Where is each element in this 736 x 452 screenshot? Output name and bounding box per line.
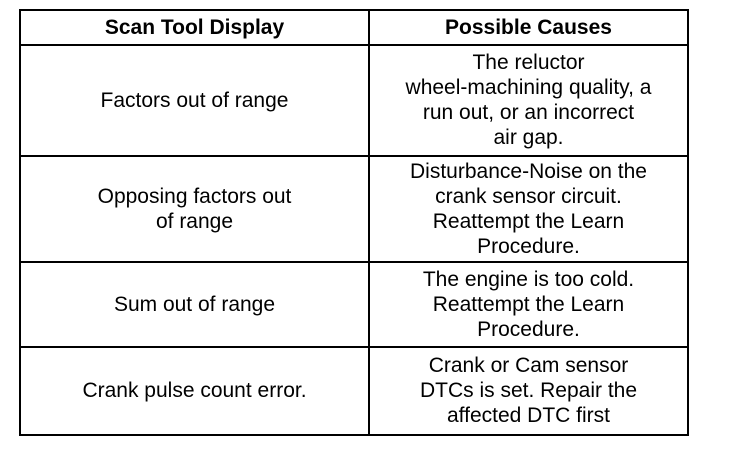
- cell-text-line: Procedure.: [477, 234, 580, 258]
- cell-text-line: wheel-machining quality, a: [405, 76, 652, 100]
- header-scan-tool-display: Scan Tool Display: [20, 10, 369, 45]
- possible-causes-cell: [369, 262, 688, 347]
- cell-text-line: air gap.: [493, 126, 564, 150]
- diagnostic-causes-table: [19, 9, 689, 436]
- possible-causes-cell: [369, 45, 688, 156]
- table-row: [20, 347, 688, 435]
- scan-tool-display-cell: [20, 156, 369, 262]
- cell-text-line: Reattempt the Learn: [432, 209, 625, 233]
- table-header-row: [20, 10, 688, 45]
- scan-tool-display-cell: [20, 347, 369, 435]
- table-row: [20, 45, 688, 156]
- possible-causes-cell: [369, 156, 688, 262]
- cell-text-line: Sum out of range: [113, 292, 276, 316]
- cell-text-line: affected DTC first: [447, 404, 610, 428]
- possible-causes-cell: [369, 347, 688, 435]
- cell-text-line: DTCs is set. Repair the: [419, 379, 638, 403]
- cell-text-line: of range: [155, 209, 234, 233]
- cell-text-line: The engine is too cold.: [422, 267, 635, 291]
- cell-text-line: The reluctor: [472, 51, 585, 75]
- cell-text-line: Reattempt the Learn: [432, 292, 625, 316]
- cell-text-line: Crank or Cam sensor: [428, 354, 629, 378]
- table-row: [20, 262, 688, 347]
- cell-text-line: crank sensor circuit.: [435, 184, 622, 208]
- cell-text-line: Disturbance-Noise on the: [410, 159, 647, 183]
- scan-tool-display-cell: [20, 45, 369, 156]
- cell-text-line: Opposing factors out: [97, 184, 292, 208]
- cell-text-line: Crank pulse count error.: [82, 379, 307, 403]
- table-row: [20, 156, 688, 262]
- header-possible-causes: Possible Causes: [369, 10, 688, 45]
- cell-text-line: Factors out of range: [100, 88, 289, 112]
- cell-text-line: run out, or an incorrect: [422, 101, 635, 125]
- scan-tool-display-cell: [20, 262, 369, 347]
- cell-text-line: Procedure.: [477, 317, 580, 341]
